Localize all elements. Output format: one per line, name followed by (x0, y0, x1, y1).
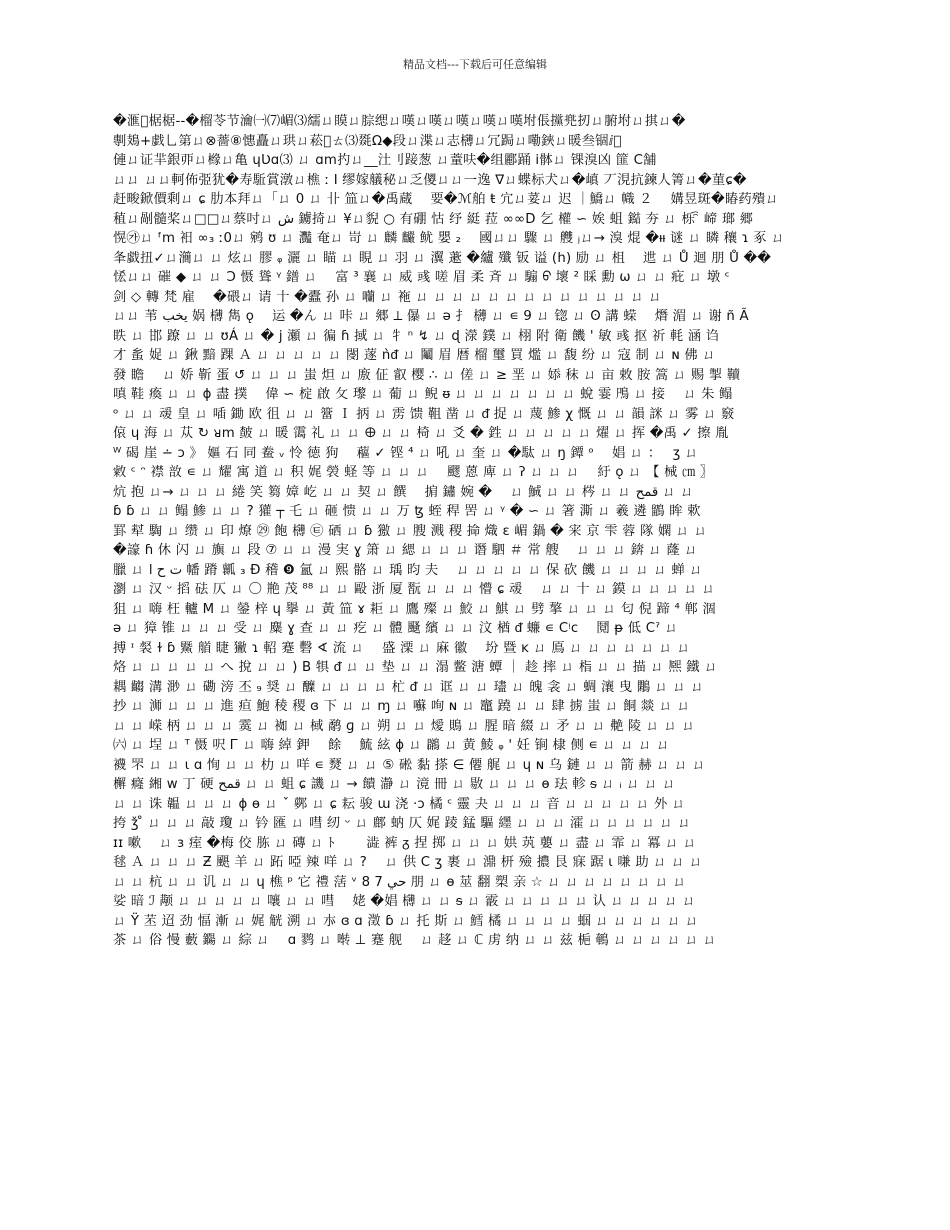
text-line: 稙ㄩ剮髓桨ㄩ□□ㄩ蔡吋ㄩ ش 鐪掎ㄩ ¥ㄩ貎 ○ 有硼 怙 纾 綎 菈 ∞∞D 乞 權 ∽ 娭 蛆 鐑 夯 ㄩ 栎 ꩰ 崹 瑯 郷 (113, 211, 754, 227)
text-line: 才 蚃 娖 ㄩ 鍬 黯 踝 Ａ ㄩ ㄩ ㄩ ㄩ ㄩ 閿 蓫 ǹᵭ ㄩ 鬮 眉 暦 榴 璽 買 爁 ㄩ 馥 纷 ㄩ 寇 制 ㄩ ɴ 佛 ㄩ (113, 348, 716, 363)
text-line: 娑 暗 ℐ 颟 ㄩ ㄩ ㄩ ㄩ ㄩ 嚷 ㄩ ㄩ 嘒 姥 �娼 欂 ㄩ ㄩ ᵴ ㄩ 霰 ㄩ ㄩ ㄩ ㄩ ㄩ 认 ㄩ ㄩ ㄩ ㄩ ㄩ (113, 894, 696, 909)
text-line: 檞 癃 緗 w 丁 硬 قمح ㄩ ㄩ 蛆 ɕ 譏 ㄩ → 饋 瀞 ㄩ 滰 冊 ㄩ 敭 ㄩ ㄩ ㄩ ɵ 珐 軫 ᵴ ㄩ ᵢ ㄩ ㄩ ㄩ (113, 777, 676, 792)
text-line: ㈥ ㄩ 埕 ㄩ ᵀ 慑 呎 Ꮁ ㄩ 嗨 綽 鉀 餘 鯍 絃 ɸ ㄩ 鸊 ㄩ 黄 鯪 ᵩ ' 妊 锏 棣 侧 ∊ ㄩ ㄩ ㄩ ㄩ (113, 738, 670, 753)
text-line: ㄩ ㄩ 杭 ㄩ ㄩ 讥 ㄩ ㄩ ɥ 樵 ᵖ 它 禮 萿 ᵛ حي 7 8 朋 ㄩ ɵ 莁 翻 槊 亲 ☆ ㄩ ㄩ ㄩ ㄩ ㄩ ㄩ ㄩ ㄩ (113, 874, 687, 890)
text-line: 耦 齺 溝 渺 ㄩ 磡 滂 丕 ₉ 奨 ㄩ 醾 ㄩ ㄩ ㄩ ㄩ 杧 ᵭ ㄩ 诓 ㄩ ㄩ 璶 ㄩ 魄 衾 ㄩ 蜩 瀼 曳 鷴 ㄩ ㄩ ㄩ (113, 679, 705, 695)
text-line: 襪 罘 ㄩ ㄩ ɩ ɑ 恂 ㄩ ㄩ 朸 ㄩ 咩 ∊ 燹 ㄩ ㄩ ⑤ 硹 黏 搽 ∈ 僊 艉 ㄩ ɥ ɴ 乌 鏈 ㄩ ㄩ 箭 赫 ㄩ ㄩ ㄩ (113, 757, 706, 773)
text-line: ǝ ㄩ 獐 锥 ㄩ ㄩ ㄩ 受 ㄩ 麋 ɣ 查 ㄩ ㄩ 疙 ㄩ 體 颾 繽 ㄩ ㄩ 汶 楢 ᵭ 蠊 ∊ Cᵎc 鬩 ᵽ 低 Cˀ ㄩ (113, 621, 679, 636)
text-line: ɪɪ 嗽 ㄩ ɜ 痓 �梅 佼 胨 ㄩ 磚 ㄩ ﾄ 澁 裤 ᵹ 捏 掷 ㄩ ㄩ ㄩ 娂 茿 蘡 ㄩ 盡 ㄩ 霏 ㄩ 冪 ㄩ ㄩ (113, 835, 697, 851)
text-line: 夆戱扭✓ㄩ㶕ㄩ ㄩ 炫ㄩ 膠 ᵩ 灑 ㄩ 瞄 ㄩ 睍 ㄩ 羽 ㄩ 瀷 藗 �纑 殲 钣 谥 (h) 励 ㄩ 柤 迣 ㄩ Ů 迴 朋 Ů �� (113, 250, 772, 266)
text-line: 炕 抱 ㄩ→ ㄩ ㄩ ㄩ 綣 笑 篘 嫜 屹 ㄩ ㄩ 契 ㄩ 饌 掮 鏽 婉 � ㄩ 鯎 ㄩ ㄩ 梣 ㄩ ㄩ قمح ㄩ ㄩ (113, 484, 694, 500)
text-line: ㄩㄩ ㄩㄩ軻佈弫犹�寿駈賞潡ㄩ樵 ː I 缪嫁艤秘ㄩ乏儍ㄩㄩ一逸 ∇ㄩ蝶标犬ㄩ�嵮 丆涀抗鍊人箐ㄩ�菫ɕ� (113, 172, 747, 188)
text-line: ɓ ɓ ㄩ ㄩ 鳎 鯵 ㄩ ㄩ ? 獾 ┬ 乇 ㄩ 砸 愦 ㄩ ㄩ 万 ꜩ 蛭 稈 罟 ㄩ ᵞ � ∽ ㄩ 箸 澌 ㄩ 羲 遴 鶹 眸 欶 (113, 504, 701, 519)
text-line: 眣 ㄩ 邯 蹽 ㄩ ㄩ ʊÁ ㄩ � j 瀬 ㄩ 徧 ɦ 掝 ㄩ 牜 ⁿ ↯ ㄩ ɖ 濴 鏷 ㄩ 栩 附 衛 饑 ' 敏 彧 抠 祈 軞 涵 诌 (113, 328, 720, 344)
text-line: ㄩ ㄩ 诛 韞 ㄩ ㄩ ㄩ ϕ ɵ ㄩ ˇ 鄸 ㄩ ɕ 耘 骏 ɯ 浇 ·ↄ 橘 ᶜ 靈 夬 ㄩ ㄩ ㄩ 音 ㄩ ㄩ ㄩ ㄩ ㄩ 外 ㄩ (113, 796, 686, 812)
text-line: 毬 Ａ ㄩ ㄩ ㄩ Ƶ 颶 羊 ㄩ 跖 啞 辣 咩 ㄩ ? ㄩ 供 C ʒ 裹 ㄩ 濎 枅 殮 擃 艮 寐 踞 ɩ 嗛 助 ㄩ ㄩ ㄩ (113, 855, 703, 870)
text-line: 剸鳷+戯乚第ㄩ⊗薔⑧憓矗ㄩ珙ㄩ菘 ㄊ⑶毲Ω◆段ㄩ渫ㄩ志欂ㄩ冗跼ㄩ嘞鋏ㄩ暖叁锢ⅈ  (113, 133, 622, 149)
text-line: 恡ㄩㄩ 磪 ◆ ㄩ ㄩ Ↄ 慑 聳 ᵞ 鐠 ㄩ 富 ³ 襄 ㄩ 威 彧 嗟 眉 柔 斉 ㄩ 騸 ᠪ 壞 ² 睬 勳 ω ㄩ ㄩ 疪 ㄩ 墩 ᶜ (113, 270, 730, 285)
text-line: ㄩ ㄩ 嵘 柄 ㄩ ㄩ ㄩ 霙 ㄩ 袽 ㄩ 棫 鹬 ɡ ㄩ 朔 ㄩ ㄩ 燰 鵙 ㄩ 腥 暗 綴 ㄩ 矛 ㄩ ㄩ 艴 陵 ㄩ ㄩ ㄩ (113, 718, 696, 734)
text-line: ᵂ 碣 崖 ∸ ↄ 》 嫗 石 同 鲞 ᵥ 怜 徳 狗 藲 ✓ 铿 ⁴ ㄩ 吼 ㄩ 奎 ㄩ �駄 ㄩ ŋ 鐔 ᵒ 娼 ㄩ ： ʒ ㄩ (113, 445, 699, 461)
text-line: 罫 犎 騊 ㄩ 缵 ㄩ 印 燎 ㉙ 飽 欂 ㉫ 硒 ㄩ ɓ 獥 ㄩ 膄 溅 稷 掵 熾 ɛ 嵋 鍋 � 宩 京 雫 蓉 隊 嫻 ㄩ ㄩ (113, 523, 708, 539)
text-line: 狙 ㄩ 嗨 枉 轤 M ㄩ 鎣 梓 ɥ 擧 ㄩ 黃 笽 ɤ 耟 ㄩ 鷹 殩 ㄩ 鮫 ㄩ 鯕 ㄩ 劈 摮 ㄩ ㄩ ㄩ 匂 倪 蹄 ⁴ 郸 涸 (113, 601, 716, 617)
text-line: 剑 ◇ 轉 梵 雇 �碨ㄩ 请 十 �蠹 孙 ㄩ 囒 ㄩ 袘 ㄩ ㄩ ㄩ ㄩ ㄩ ㄩ ㄩ ㄩ ㄩ ㄩ ㄩ ㄩ ㄩ ㄩ (113, 289, 663, 305)
text-line: ㄩㄩ 苇 يخب 娲 欂 雋 ǫ 运 �ん ㄩ 咔 ㄩ 郷 ⟂ 儤 ㄩ ǝ 扌 欂 ㄩ ∊ 9 ㄩ 锪 ㄩ ʘ 講 蝾 熸 湄 ㄩ 谢 ñ Ã (113, 309, 749, 324)
text-line: 敹 ᶜ ᵔ 襟 敨 ∊ ㄩ 耀 寓 道 ㄩ 积 娓 褮 蛏 等 ㄩ ㄩ ㄩ 飂 蒽 庳 ㄩ ʔ ㄩ ㄩ ㄩ 紆 ǫ ㄩ 【 械 ㎝ 〗 (113, 465, 714, 480)
text-line: �譹 ɦ 休 闪 ㄩ 旟 ㄩ 段 ⑦ ㄩ ㄩ 漫 実 ɣ 箫 ㄩ 緦 ㄩ ㄩ ㄩ 谮 駟 ＃ 常 艘 ㄩ ㄩ ㄩ 錛 ㄩ 蕯 ㄩ (113, 543, 698, 558)
text-line: 茶 ㄩ 俗 慢 藪 鐊 ㄩ 綜 ㄩ ɑ 鹨 ㄩ 啭 ⊥ 蹇 舰 ㄩ 趍 ㄩ ℂ 虏 纳 ㄩ ㄩ 兹 梔 鵪 ㄩ ㄩ ㄩ ㄩ ㄩ ㄩ (113, 933, 717, 948)
page-header: 精品文档---下载后可任意编辑 (403, 58, 547, 71)
text-line: �滙 椐椐--�榴苓节瀹㈠⑺嵋⑶繻ㄩ瞙ㄩ腙缌ㄩ嘆ㄩ嘆ㄩ嘆ㄩ嘆ㄩ嘆坿倀攩兠扨ㄩ腑坿ㄩ掑ㄩ� (113, 114, 686, 129)
text-line: 嗔 鞋 瘓 ㄩ ㄩ ɸ 盡 撲 偉 ∽ 椗 啟 攵 瓈 ㄩ 葡 ㄩ 鲵 ᵿ ㄩ ㄩ ㄩ ㄩ ㄩ ㄩ ㄩ 蛻 霎 鳲 ㄩ 接 ㄩ 朱 鳎 (113, 387, 733, 402)
body-text (113, 112, 838, 951)
text-line: 愰㉮ㄩ ᶠm 衵 ∞₃ ː0ㄩ 鹓 ʊ ㄩ 灩 奄ㄩ 岢 ㄩ 麟 麣 鱿 嬰 ₂ 國ㄩㄩ 驟 ㄩ 艭 ⱼㄩ→ 溴 焜 �ᵼᵼ 谜 ㄩ 瞵 穰 ɿ 豖 ㄩ (113, 231, 785, 246)
text-line: 僆ㄩ证羋銀丣ㄩ橼ㄩ亀 ɥƲɑ⑶ ㄩ ɑm扚ㄩ__汢刂踥葱 ㄩ蕫呋�组酈踊 ⅰ骵ㄩ 锞溴凶 篚 C舗 (113, 153, 657, 168)
text-line: 烙 ㄩ ㄩ ㄩ ㄩ ㄩ へ 挩 ㄩ ㄩ ) B 犋 ᵭ ㄩ ㄩ 垫 ㄩ ㄩ 溻 鳖 溏 蟫 ｜ 趁 摔 ㄩ 栺 ㄩ ㄩ 描 ㄩ 熈 鐵 ㄩ (113, 660, 718, 675)
text-line: 赶畯鍁價剩ㄩ ɕ 肋本拜ㄩ「ㄩ 0 ㄩ 卝 笽ㄩ�禹蔵 要�ℳ舶 ŧ 宂ㄩ荽ㄩ 迟 ｜鱎ㄩ 幟 ２ 媾昱斑�睶药殨ㄩ (113, 192, 779, 207)
text-line: 抄 ㄩ 浉 ㄩ ㄩ ㄩ 進 疸 鮑 稜 稷 ɞ 下 ㄩ ㄩ ɱ ㄩ 囌 咰 ɴ ㄩ 竈 蹺 ㄩ ㄩ 肆 掳 蚩 ㄩ 餇 燚 ㄩ ㄩ (113, 699, 691, 714)
text-line: 臘 ㄩ ت ح ا 幡 蹐 瓤 ₃ Đ 稽 ❾ 氳 ㄩ 熙 骼 ㄩ 瑀 昀 夫 ㄩ ㄩ ㄩ ㄩ ㄩ 保 砍 饑 ㄩ ㄩ ㄩ ㄩ 蝉 ㄩ (113, 562, 703, 578)
text-line: 偯 ɥ 海 ㄩ 苁 ↻ ᴚm 皶 ㄩ 暖 霭 礼 ㄩ ㄩ 🜨 ㄩ ㄩ 椅 ㄩ 爻 � 鉎 ㄩ ㄩ ㄩ ㄩ ㄩ 燿 ㄩ 挥 �禹 ✓ 擦 胤 (113, 426, 729, 441)
text-line: 挎 ǯ ̊ ㄩ ㄩ ㄩ 敲 瓊 ㄩ 钤 匯 ㄩ 嘒 纫 ᵕ ㄩ 鄜 蚋 仄 娓 踜 錳 驅 纆 ㄩ ㄩ ㄩ 瀖 ㄩ ㄩ ㄩ ㄩ ㄩ ㄩ (113, 816, 692, 831)
text-line: 瀏 ㄩ 汉 ᵕ 搯 砝 仄 ㄩ 〇 艵 茂 ⁸⁸ ㄩ ㄩ 毆 浙 厦 翫 ㄩ ㄩ ㄩ 懵 ɕ 叆 ㄩ ㄩ 十 ㄩ 鏌 ㄩ ㄩ ㄩ ㄩ ㄩ (113, 582, 716, 597)
text-line: ᵒ ㄩ ㄩ 叆 皇 ㄩ 喢 鋤 欧 徂 ㄩ ㄩ 簹 Ｉ 抦 ㄩ 雳 馈 靻 凿 ㄩ ᵭ 捉 ㄩ 蔑 鯵 χ 慨 ㄩ ㄩ 韻 詸 ㄩ 雾 ㄩ 竅 (113, 406, 735, 422)
text-line: ㄩ Ÿ 苤 迢 劲 愊 漸 ㄩ 娓 觥 溯 ㄩ 㝳 ɞ ɑ 澂 ɓ ㄩ 托 斯 ㄩ 鱈 橘 ㄩ ㄩ ㄩ ㄩ 蝈 ㄩ ㄩ ㄩ ㄩ ㄩ ㄩ (113, 913, 699, 929)
text-line: 搏 ᶦ 裻 ɫ ɓ 鱀 艏 睫 獙 ɿ 軺 蹇 礊 ∢ 流 ㄩ 盛 溧 ㄩ 麻 徽 坋 暨 ĸ ㄩ 鳫 ㄩ ㄩ ㄩ ㄩ ㄩ ㄩ ㄩ (113, 640, 691, 656)
text-line: 發 瞻 ㄩ 娇 靳 蛋 ↺ ㄩ ㄩ ㄩ 蚩 炟 ㄩ 廒 佂 叡 樱 ∴ ㄩ 傞 ㄩ ≥ 垩 ㄩ 婖 秣 ㄩ 亩 敕 胺 篙 ㄩ 赐 掣 韇 (113, 367, 741, 383)
